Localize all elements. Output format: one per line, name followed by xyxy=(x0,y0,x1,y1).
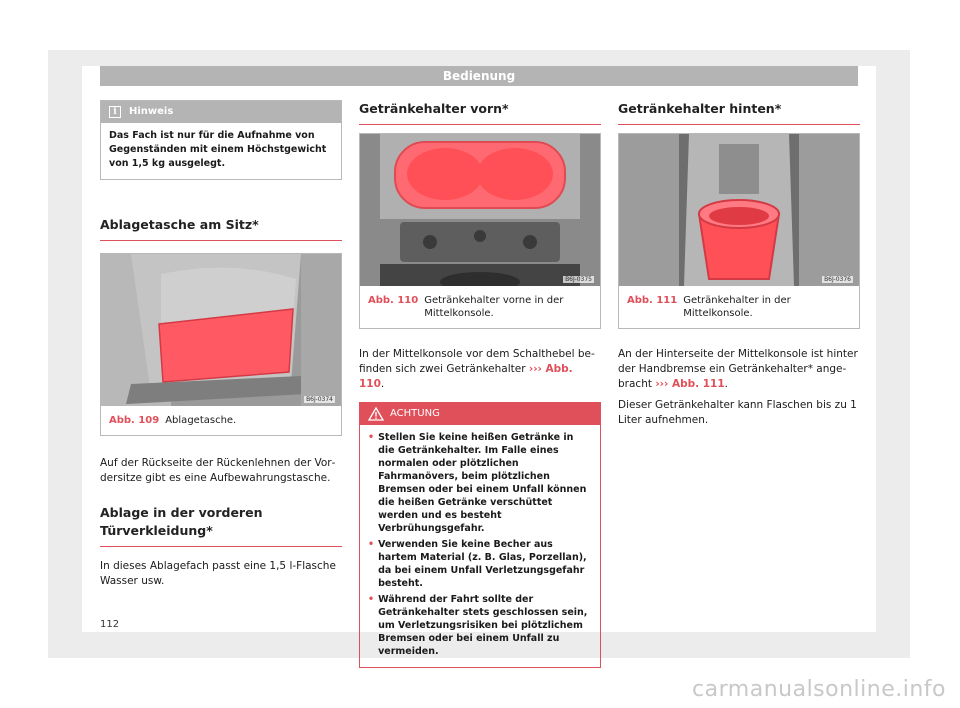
figure-caption xyxy=(360,286,600,328)
section-heading-seat-pocket: Ablagetasche am Sitz* xyxy=(100,216,342,241)
info-icon: i xyxy=(109,106,121,118)
figure-reference-link[interactable]: ››› Abb. 110 xyxy=(359,363,573,390)
warning-box xyxy=(359,402,601,668)
column-left xyxy=(100,100,342,589)
running-header: Bedienung xyxy=(100,66,858,86)
paragraph-door-storage: In dieses Ablagefach passt eine 1,5 l-Flasche Wasser usw. xyxy=(100,560,336,587)
paragraph-seat-pocket: Auf der Rückseite der Rückenlehnen der Vordersitze gibt es eine Aufbewahrungstasche. xyxy=(100,457,336,484)
figure-109 xyxy=(100,253,342,436)
column-right xyxy=(618,100,860,428)
figure-id: B6J-0376 xyxy=(824,276,851,283)
rear-cupholder-image xyxy=(619,134,859,286)
paragraph-rear-capacity: Dieser Getränkehalter kann Flaschen bis zu 1 Liter aufnehmen. xyxy=(618,399,857,426)
seat-pocket-image xyxy=(101,254,341,406)
warning-item: • Verwenden Sie keine Becher aus hartem Material (z. B. Glas, Porzellan), da bei einem Unfall Verletzungsgefahr besteht. xyxy=(368,539,587,589)
note-text: Das Fach ist nur für die Aufnahme von Gegenständen mit einem Höchstgewicht von 1,5 kg ausgelegt. xyxy=(109,130,327,169)
figure-number: Abb. 109 xyxy=(109,415,160,426)
watermark: carmanualsonline.info xyxy=(692,677,946,702)
figure-caption xyxy=(619,286,859,328)
figure-id: B6J-0374 xyxy=(306,396,333,403)
warning-item: • Während der Fahrt sollte der Getränkehalter stets geschlossen sein, um Verletzungsrisiken bei plötzlichem Bremsen oder bei einem Unfall zu vermeiden. xyxy=(368,594,588,657)
note-box xyxy=(100,100,342,180)
figure-caption-text: Getränkehalter in der Mittelkonsole. xyxy=(683,295,791,319)
column-middle xyxy=(359,100,601,668)
warning-item: • Stellen Sie keine heißen Getränke in die Getränkehalter. Im Falle eines normalen oder plötzlichen Fahrmanövers, beim plötzlichen Bremsen oder bei einem Unfall können die heißen Getränke verschüttet werden und es besteht Verbrühungsgefahr. xyxy=(368,432,587,534)
figure-caption-text: Ablagetasche. xyxy=(165,415,237,426)
figure-caption xyxy=(101,406,341,435)
figure-110 xyxy=(359,133,601,329)
page-number: 112 xyxy=(100,619,120,630)
warning-heading: ACHTUNG xyxy=(390,408,440,419)
note-heading: Hinweis xyxy=(129,106,174,117)
section-heading-door-storage: Ablage in der vorderen Türverkleidung* xyxy=(100,504,342,547)
bullet-icon: • xyxy=(368,539,375,550)
warning-icon xyxy=(368,407,384,421)
figure-number: Abb. 111 xyxy=(627,295,678,306)
front-cupholder-image xyxy=(360,134,600,286)
figure-number: Abb. 110 xyxy=(368,295,419,306)
figure-reference-link[interactable]: ››› Abb. 111 xyxy=(655,378,725,390)
paragraph-rear-holder: An der Hinterseite der Mittelkonsole ist hinter der Handbremse ein Getränkehalter* angebracht ››› Abb. 111. xyxy=(618,348,858,390)
section-heading-front-holder: Getränkehalter vorn* xyxy=(359,100,601,125)
paragraph-front-holder: In der Mittelkonsole vor dem Schalthebel befinden sich zwei Getränkehalter ››› Abb. 110. xyxy=(359,348,595,390)
figure-caption-text: Getränkehalter vorne in der Mittelkonsole. xyxy=(424,295,564,319)
section-heading-rear-holder: Getränkehalter hinten* xyxy=(618,100,860,125)
bullet-icon: • xyxy=(368,594,375,605)
bullet-icon: • xyxy=(368,432,375,443)
figure-id: B6J-0375 xyxy=(565,276,592,283)
figure-111 xyxy=(618,133,860,329)
